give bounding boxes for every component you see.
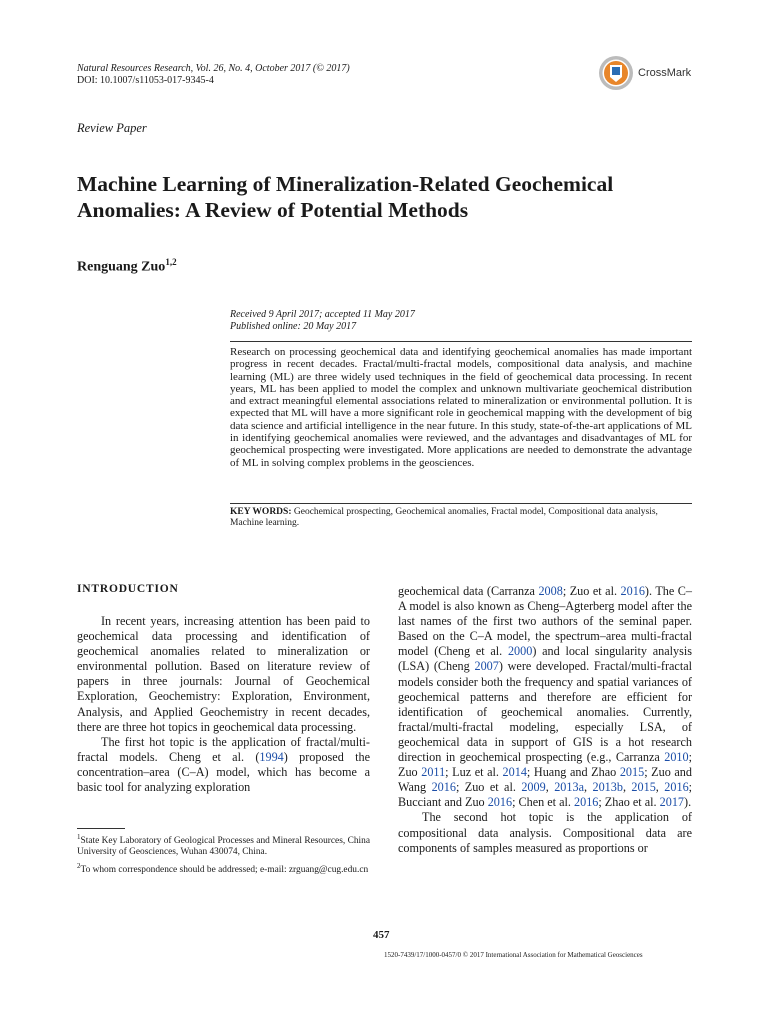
- crossmark-badge[interactable]: [598, 55, 691, 91]
- abstract-bottom-rule: [230, 503, 692, 504]
- citation-link[interactable]: 2016: [487, 795, 513, 810]
- citation-link[interactable]: 2007: [474, 659, 499, 674]
- citation-link[interactable]: 2013a: [554, 780, 584, 795]
- keywords: [230, 507, 692, 530]
- text-run: ) proposed the concentration–area (C–A) model, which has become a basic tool for analyzing exploration: [77, 749, 370, 795]
- footnote-rule: [77, 828, 125, 829]
- footnote-mark: 1: [77, 833, 81, 841]
- author-affil-marks: 1,2: [165, 257, 177, 267]
- issn-line: 1520-7439/17/1000-0457/0 © 2017 International Association for Mathematical Geosciences: [384, 951, 643, 959]
- citation-link[interactable]: 2016: [574, 795, 599, 810]
- footnote-text: To whom correspondence should be addressed; e-mail: zrguang@cug.edu.cn: [80, 864, 369, 875]
- citation-link[interactable]: 2009: [521, 780, 546, 795]
- text-run: ,: [622, 780, 632, 795]
- abstract: Research on processing geochemical data and identifying geochemical anomalies has made important progress in recent decades. Fractal/multi-fractal models, compositional data analysis, and machine learning (ML) are three widely used techniques in the field of geochemical data processing. In recent years, ML has been applied to model the complex and unknown multivariate geochemical distribution and extract meaningful elemental associations related to mineralization or environmental pollution. It is expected that ML will have a more significant role in geochemical mapping with the development of big data science and artificial intelligence in the near future. In this study, state-of-the-art applications of ML in identifying geochemical anomalies were reviewed, and the advantages and disadvantages of ML for geochemical prospecting were investigated. More applications are needed to demonstrate the advantage of ML in solving complex problems in the geosciences.: [230, 346, 692, 469]
- text-run: ; Zhao et al.: [598, 795, 660, 810]
- published-date: Published online: 20 May 2017: [230, 321, 357, 332]
- left-column: [77, 614, 370, 795]
- article-dates: [230, 309, 415, 333]
- text-run: ; Huang and Zhao: [526, 765, 620, 780]
- keywords-label: KEY WORDS:: [230, 507, 292, 517]
- citation-link[interactable]: 2016: [431, 780, 456, 795]
- citation-link[interactable]: 2011: [421, 765, 446, 780]
- text-run: ). The C–A model is also known as Cheng–Agterberg model after the last names of the first two authors of the seminal paper. Based on the C–A model, the spectrum–area multi-fractal model (Cheng et al.: [398, 584, 693, 659]
- citation-link[interactable]: 2000: [507, 644, 533, 659]
- footnote-text: State Key Laboratory of Geological Processes and Mineral Resources, China University of Geosciences, Wuhan 430074, China.: [77, 836, 370, 858]
- citation-link[interactable]: 2016: [620, 584, 645, 598]
- title-line-1: Machine Learning of Mineralization-Related Geochemical: [77, 172, 614, 196]
- right-paragraph-2: The second hot topic is the application of compositional data analysis. Compositional data are components of samples measured as proportions or: [398, 810, 692, 855]
- citation-link[interactable]: 2014: [502, 765, 527, 780]
- text-run: ) and local singularity analysis (LSA) (Cheng: [398, 644, 692, 674]
- journal-citation: Natural Resources Research, Vol. 26, No. 4, October 2017 (© 2017): [77, 63, 350, 74]
- text-run: ; Zuo: [398, 750, 692, 780]
- text-run: ; Bucciant and Zuo: [398, 780, 693, 810]
- citation-link[interactable]: 2015: [619, 765, 645, 780]
- citation-link[interactable]: 2015: [631, 780, 656, 795]
- abstract-top-rule: [230, 341, 692, 342]
- citation-link[interactable]: 2016: [664, 780, 689, 795]
- paper-title: [77, 171, 717, 223]
- text-run: geochemical data (Carranza: [398, 584, 539, 598]
- text-run: ,: [545, 780, 555, 795]
- text-run: ,: [655, 780, 665, 795]
- text-run: ,: [583, 780, 593, 795]
- citation-link[interactable]: 2008: [538, 584, 563, 598]
- intro-paragraph-2: [77, 735, 370, 795]
- crossmark-label: CrossMark: [638, 67, 692, 79]
- text-run: ) were developed. Fractal/multi-fractal models consider both the frequency and spatial variances of geochemical patterns and therefore are efficient for identification of geochemical anomalies. Currently, fractal/multi-fractal modeling, especially LSA, of geochemical data in support of GIS is a hot research direction in geochemical prospecting (e.g., Carranza: [398, 659, 692, 765]
- doi-link[interactable]: DOI: 10.1007/s11053-017-9345-4: [77, 75, 214, 86]
- footnote-1: [77, 832, 370, 859]
- citation-link[interactable]: 2017: [659, 795, 685, 810]
- footnote-2: [77, 861, 370, 876]
- citation-link[interactable]: 2010: [664, 750, 689, 765]
- title-line-2: Anomalies: A Review of Potential Methods: [77, 198, 469, 222]
- crossmark-icon: [598, 55, 634, 91]
- author-name: Renguang Zuo: [77, 259, 166, 275]
- page-number: 457: [373, 929, 390, 941]
- citation-link[interactable]: 2013b: [592, 780, 623, 795]
- text-run: ).: [684, 795, 692, 810]
- section-heading-introduction: INTRODUCTION: [77, 583, 179, 595]
- author: [77, 257, 177, 276]
- right-paragraph-1: [398, 584, 692, 810]
- text-run: ; Zuo and Wang: [398, 765, 692, 795]
- text-run: ; Zuo et al.: [562, 584, 621, 598]
- citation-link[interactable]: 1994: [259, 749, 284, 764]
- article-type: Review Paper: [77, 121, 147, 135]
- keywords-text: Geochemical prospecting, Geochemical anomalies, Fractal model, Compositional data analysis, Machine learning.: [230, 507, 658, 529]
- text-run: ; Zuo et al.: [455, 780, 522, 795]
- footnotes: [77, 832, 370, 878]
- received-date: Received 9 April 2017; accepted 11 May 2017: [230, 309, 415, 320]
- text-run: ; Chen et al.: [512, 795, 574, 810]
- footnote-mark: 2: [77, 861, 81, 870]
- right-column: [398, 584, 692, 856]
- text-run: ; Luz et al.: [445, 765, 503, 780]
- intro-paragraph-1: In recent years, increasing attention has been paid to geochemical data processing and identification of geochemical anomalies related to mineralization or environmental pollution. Based on literature review of papers in three journals: Journal of Geochemical Exploration, Geochemistry: Exploration, Environment, Analysis, and Applied Geochemistry in recent decades, there are three hot topics in geochemical data processing.: [77, 614, 370, 734]
- text-run: The first hot topic is the application of fractal/multi-fractal models. Cheng et al. (: [77, 734, 370, 764]
